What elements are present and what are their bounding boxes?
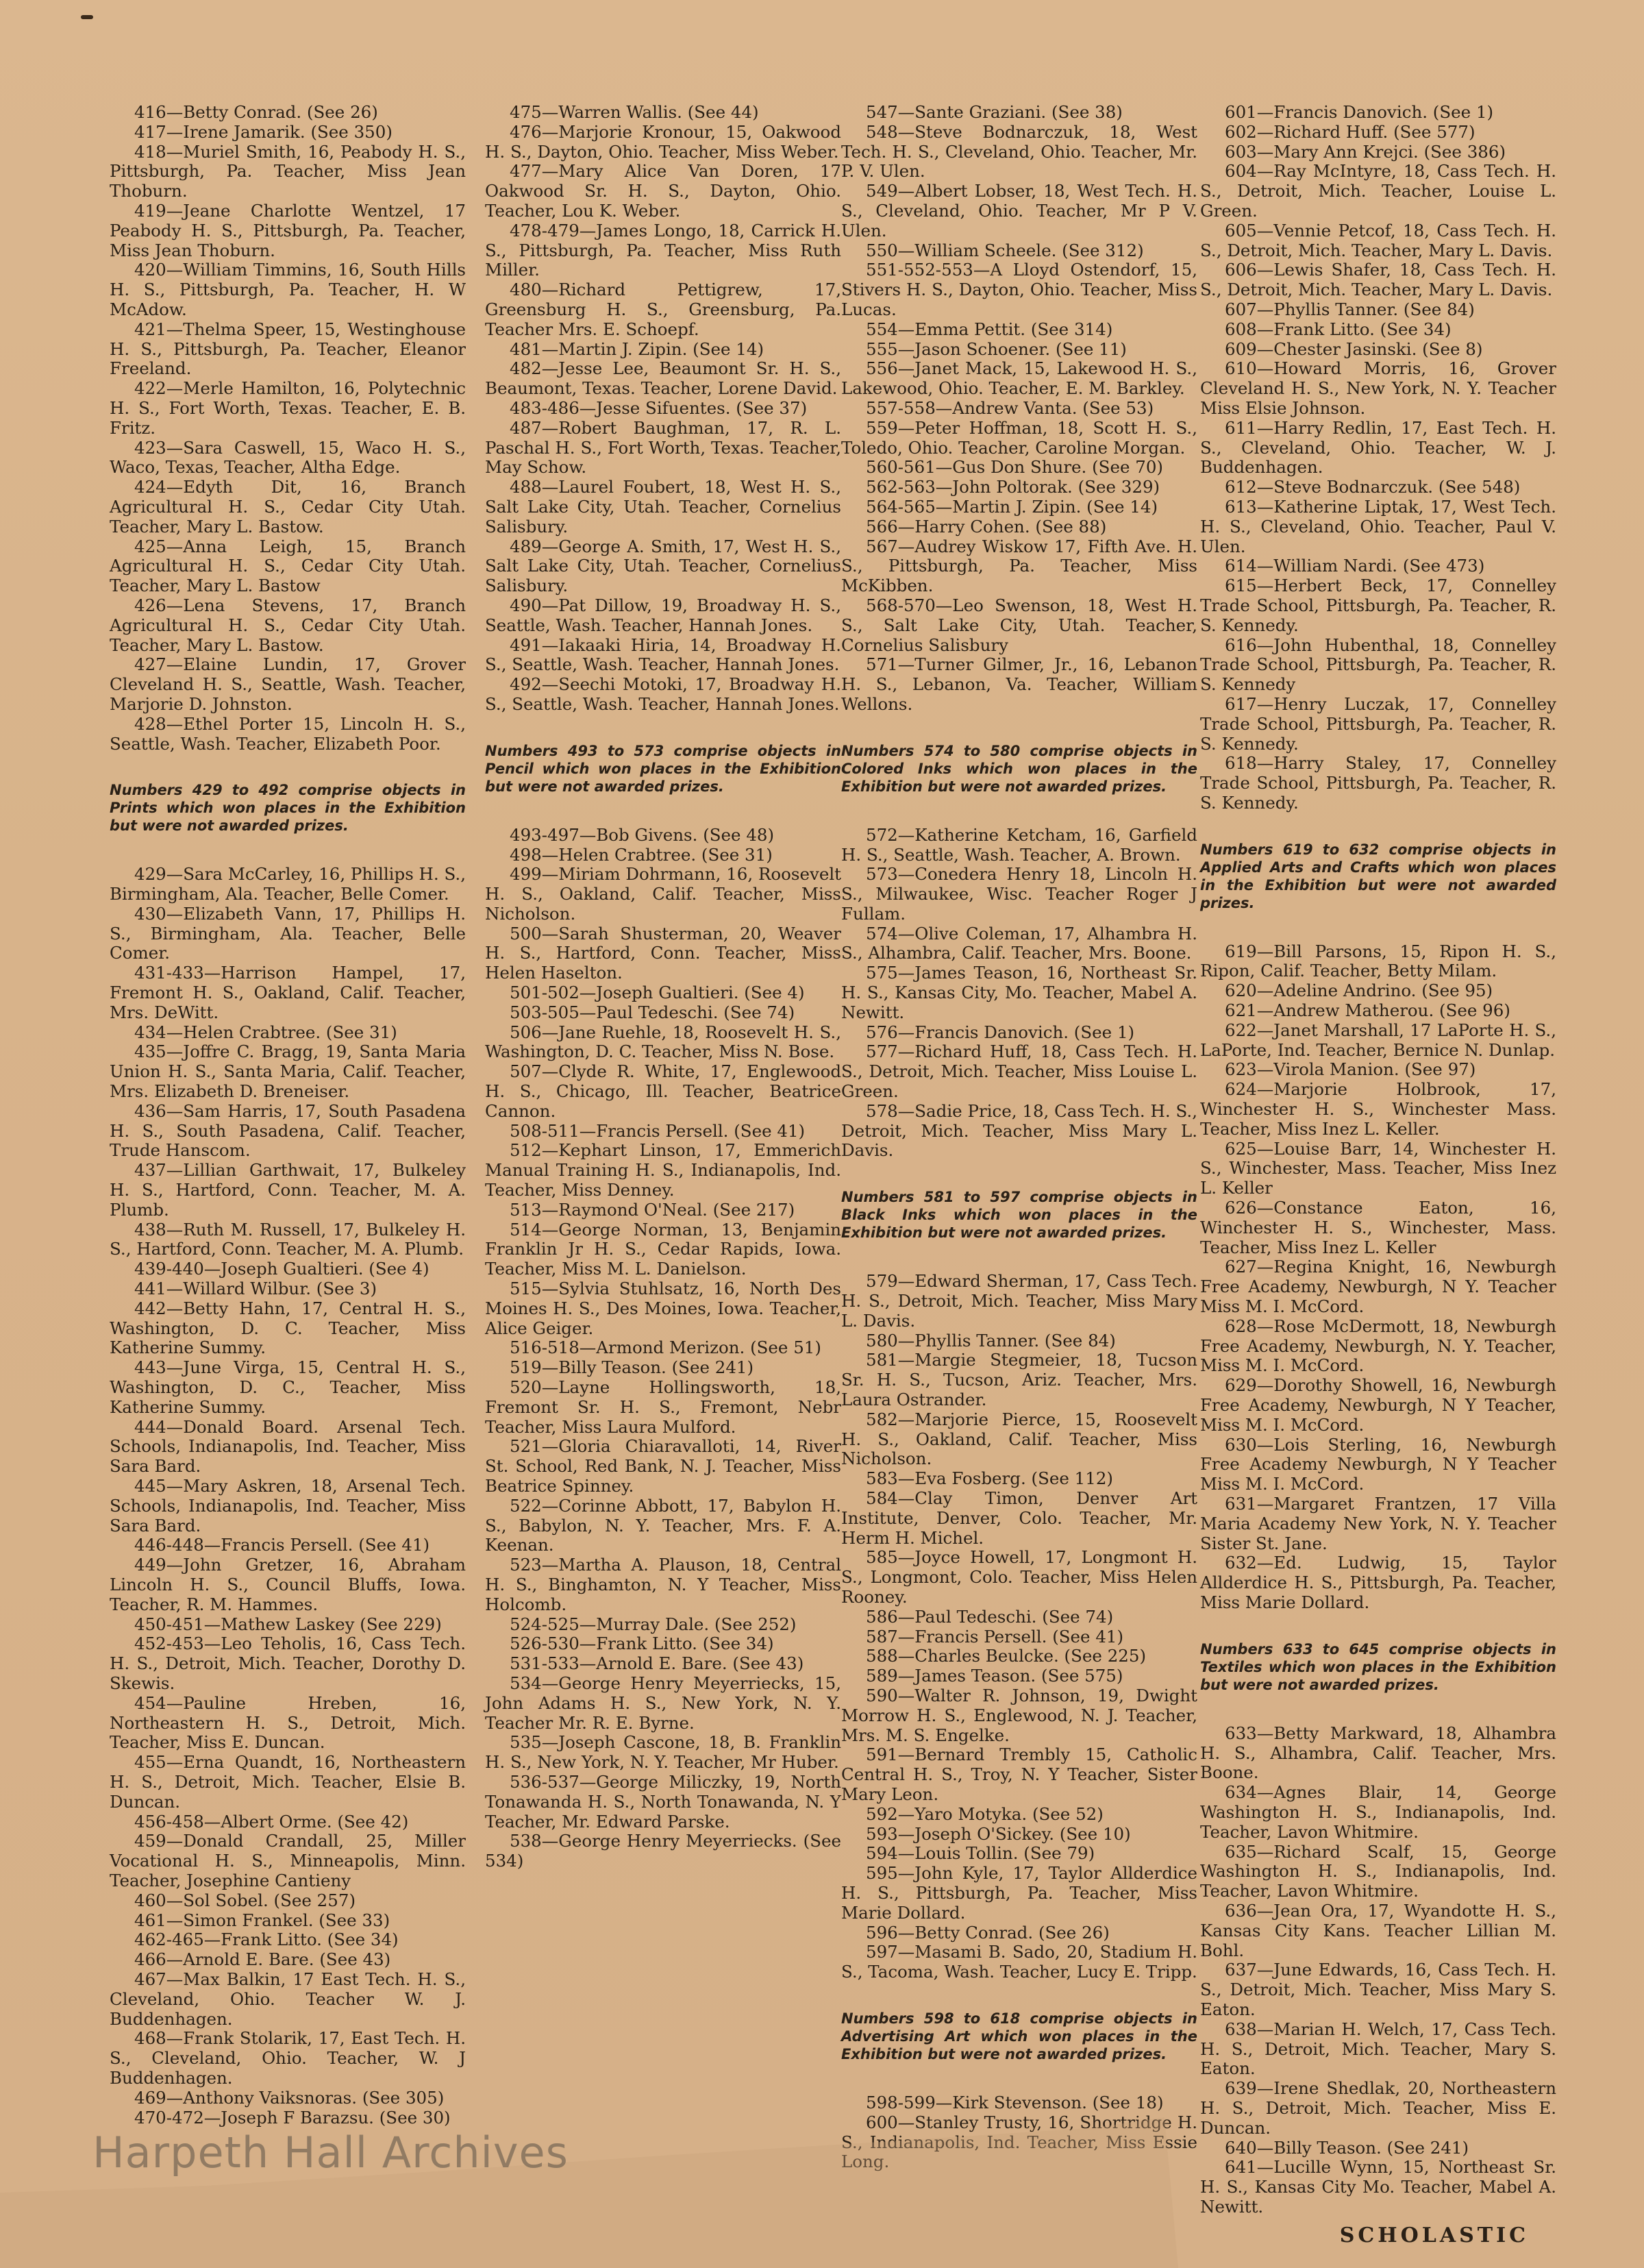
list-entry: 572—Katherine Ketcham, 16, Garfield H. S., Seattle, Wash. Teacher, A. Brown.	[841, 824, 1197, 865]
list-entry: 579—Edward Sherman, 17, Cass Tech. H. S., Detroit, Mich. Teacher, Miss Mary L. Davis.	[841, 1271, 1197, 1331]
list-entry: 554—Emma Pettit. (See 314)	[866, 319, 1113, 339]
list-entry: 477—Mary Alice Van Doren, 17 Oakwood Sr. H. S., Dayton, Ohio. Teacher, Lou K. Weber.	[485, 161, 841, 221]
list-entry: 547—Sante Graziani. (See 38)	[866, 102, 1123, 122]
section-note: Numbers 429 to 492 comprise objects in Prints which won places in the Exhibition but were not awarded prizes.	[110, 782, 466, 835]
list-entry: 616—John Hubenthal, 18, Connelley Trade School, Pittsburgh, Pa. Teacher, R. S. Kennedy	[1200, 634, 1556, 695]
list-entry: 446-448—Francis Persell. (See 41)	[134, 1535, 430, 1555]
list-entry: 626—Constance Eaton, 16, Winchester H. S., Winchester, Mass. Teacher, Miss Inez L. Keller	[1200, 1198, 1556, 1257]
list-entry: 437—Lillian Garthwait, 17, Bulkeley H. S., Hartford, Conn. Teacher, M. A. Plumb.	[110, 1160, 466, 1220]
list-entry: 639—Irene Shedlak, 20, Northeastern H. S., Detroit, Mich. Teacher, Miss E. Duncan.	[1200, 2078, 1556, 2138]
list-entry: 596—Betty Conrad. (See 26)	[866, 1922, 1110, 1943]
list-entry: 598-599—Kirk Stevenson. (See 18)	[866, 2092, 1164, 2112]
section-note: Numbers 619 to 632 comprise objects in Applied Arts and Crafts which won places in the Exhibition but were not awarded prizes.	[1200, 841, 1556, 911]
list-entry: 429—Sara McCarley, 16, Phillips H. S., Birmingham, Ala. Teacher, Belle Comer.	[110, 864, 466, 904]
list-entry: 619—Bill Parsons, 15, Ripon H. S., Ripon, Calif. Teacher, Betty Milam.	[1200, 941, 1556, 981]
ink-mark	[81, 15, 93, 19]
list-entry: 430—Elizabeth Vann, 17, Phillips H. S., Birmingham, Ala. Teacher, Belle Comer.	[110, 903, 466, 963]
list-entry: 519—Billy Teason. (See 241)	[510, 1357, 754, 1378]
list-entry: 521—Gloria Chiaravalloti, 14, River St. School, Red Bank, N. J. Teacher, Miss Beatrice Spinney.	[485, 1436, 841, 1496]
list-entry: 461—Simon Frankel. (See 33)	[134, 1910, 390, 1930]
list-entry: 605—Vennie Petcof, 18, Cass Tech. H. S., Detroit, Mich. Teacher, Mary L. Davis.	[1200, 220, 1556, 260]
list-entry: 621—Andrew Matherou. (See 96)	[1225, 1000, 1510, 1021]
list-entry: 576—Francis Danovich. (See 1)	[866, 1022, 1135, 1042]
list-entry: 597—Masami B. Sado, 20, Stadium H. S., Tacoma, Wash. Teacher, Lucy E. Tripp.	[841, 1942, 1197, 1982]
list-entry: 612—Steve Bodnarczuk. (See 548)	[1225, 477, 1521, 497]
list-entry: 514—George Norman, 13, Benjamin Franklin Jr H. S., Cedar Rapids, Iowa. Teacher, Miss M. L. Danielson.	[485, 1219, 841, 1279]
list-entry: 591—Bernard Trembly 15, Catholic Central H. S., Troy, N. Y Teacher, Sister Mary Leon.	[841, 1745, 1197, 1804]
list-entry: 423—Sara Caswell, 15, Waco H. S., Waco, Texas, Teacher, Altha Edge.	[110, 437, 466, 478]
list-entry: 520—Layne Hollingsworth, 18, Fremont Sr. H. S., Fremont, Nebr Teacher, Miss Laura Mulford.	[485, 1377, 841, 1437]
section-note: Numbers 493 to 573 comprise objects in Pencil which won places in the Exhibition but were not awarded prizes.	[485, 742, 841, 795]
list-entry: 513—Raymond O'Neal. (See 217)	[510, 1199, 795, 1220]
list-entry: 444—Donald Board. Arsenal Tech. Schools, Indianapolis, Ind. Teacher, Miss Sara Bard.	[110, 1416, 466, 1477]
list-entry: 488—Laurel Foubert, 18, West H. S., Salt Lake City, Utah. Teacher, Cornelius Salisbury.	[485, 477, 841, 537]
list-entry: 566—Harry Cohen. (See 88)	[866, 516, 1107, 537]
list-entry: 456-458—Albert Orme. (See 42)	[134, 1811, 409, 1832]
list-entry: 618—Harry Staley, 17, Connelley Trade School, Pittsburgh, Pa. Teacher, R. S. Kennedy.	[1200, 753, 1556, 813]
section-note: Numbers 633 to 645 comprise objects in Textiles which won places in the Exhibition but were not awarded prizes.	[1200, 1640, 1556, 1693]
list-entry: 428—Ethel Porter 15, Lincoln H. S., Seattle, Wash. Teacher, Elizabeth Poor.	[110, 713, 466, 754]
list-entry: 523—Martha A. Plauson, 18, Central H. S., Binghamton, N. Y Teacher, Miss Holcomb.	[485, 1555, 841, 1614]
list-entry: 559—Peter Hoffman, 18, Scott H. S., Toledo, Ohio. Teacher, Caroline Morgan.	[841, 417, 1197, 458]
list-entry: 622—Janet Marshall, 17 LaPorte H. S., LaPorte, Ind. Teacher, Bernice N. Dunlap.	[1200, 1020, 1556, 1060]
list-entry: 548—Steve Bodnarczuk, 18, West Tech. H. S., Cleveland, Ohio. Teacher, Mr. P. V. Ulen.	[841, 121, 1197, 182]
list-entry: 512—Kephart Linson, 17, Emmerich Manual Training H. S., Indianapolis, Ind. Teacher, Miss Denney.	[485, 1140, 841, 1200]
list-entry: 630—Lois Sterling, 16, Newburgh Free Academy Newburgh, N Y Teacher Miss M. I. McCord.	[1200, 1434, 1556, 1494]
list-entry: 568-570—Leo Swenson, 18, West H. S., Salt Lake City, Utah. Teacher, Cornelius Salisbury	[841, 595, 1197, 655]
list-entry: 418—Muriel Smith, 16, Peabody H. S., Pittsburgh, Pa. Teacher, Miss Jean Thoburn.	[110, 141, 466, 201]
list-entry: 573—Conedera Henry 18, Lincoln H. S., Milwaukee, Wisc. Teacher Roger J Fullam.	[841, 864, 1197, 924]
list-entry: 489—George A. Smith, 17, West H. S., Salt Lake City, Utah. Teacher, Cornelius Salisbury.	[485, 536, 841, 596]
list-entry: 600—Stanley Trusty, 16, Shortridge H. S., Indianapolis, Ind. Teacher, Miss Essie Long.	[841, 2112, 1197, 2172]
list-entry: 549—Albert Lobser, 18, West Tech. H. S., Cleveland, Ohio. Teacher, Mr P V. Ulen.	[841, 181, 1197, 241]
list-entry: 492—Seechi Motoki, 17, Broadway H. S., Seattle, Wash. Teacher, Hannah Jones.	[485, 674, 841, 714]
list-entry: 637—June Edwards, 16, Cass Tech. H. S., Detroit, Mich. Teacher, Miss Mary S. Eaton.	[1200, 1960, 1556, 2019]
list-entry: 588—Charles Beulcke. (See 225)	[866, 1646, 1147, 1666]
list-entry: 455—Erna Quandt, 16, Northeastern H. S., Detroit, Mich. Teacher, Elsie B. Duncan.	[110, 1752, 466, 1812]
list-entry: 640—Billy Teason. (See 241)	[1225, 2137, 1469, 2158]
list-entry: 590—Walter R. Johnson, 19, Dwight Morrow H. S., Englewood, N. J. Teacher, Mrs. M. S. Engelke.	[841, 1685, 1197, 1745]
list-entry: 634—Agnes Blair, 14, George Washington H. S., Indianapolis, Ind. Teacher, Lavon Whitmire.	[1200, 1782, 1556, 1842]
list-entry: 636—Jean Ora, 17, Wyandotte H. S., Kansas City Kans. Teacher Lillian M. Bohl.	[1200, 1900, 1556, 1960]
list-entry: 575—James Teason, 16, Northeast Sr. H. S., Kansas City, Mo. Teacher, Mabel A. Newitt.	[841, 963, 1197, 1022]
list-entry: 617—Henry Luczak, 17, Connelley Trade School, Pittsburgh, Pa. Teacher, R. S. Kennedy.	[1200, 693, 1556, 754]
list-entry: 466—Arnold E. Bare. (See 43)	[134, 1949, 391, 1970]
section-note: Numbers 598 to 618 comprise objects in Advertising Art which won places in the Exhibition but were not awarded prizes.	[841, 2010, 1197, 2062]
list-entry: 550—William Scheele. (See 312)	[866, 240, 1144, 260]
list-entry: 555—Jason Schoener. (See 11)	[866, 338, 1127, 359]
list-entry: 483-486—Jesse Sifuentes. (See 37)	[510, 397, 808, 418]
list-entry: 445—Mary Askren, 18, Arsenal Tech. Schools, Indianapolis, Ind. Teacher, Miss Sara Bard.	[110, 1476, 466, 1536]
list-entry: 606—Lewis Shafer, 18, Cass Tech. H. S., Detroit, Mich. Teacher, Mary L. Davis.	[1200, 260, 1556, 300]
list-entry: 503-505—Paul Tedeschi. (See 74)	[510, 1002, 795, 1022]
list-entry: 516-518—Armond Merizon. (See 51)	[510, 1338, 821, 1358]
list-entry: 560-561—Gus Don Shure. (See 70)	[866, 457, 1163, 478]
list-entry: 631—Margaret Frantzen, 17 Villa Maria Academy New York, N. Y. Teacher Sister St. Jane.	[1200, 1494, 1556, 1553]
list-entry: 604—Ray McIntyre, 18, Cass Tech. H. S., Detroit, Mich. Teacher, Louise L. Green.	[1200, 161, 1556, 221]
list-entry: 417—Irene Jamarik. (See 350)	[134, 121, 393, 142]
list-entry: 638—Marian H. Welch, 17, Cass Tech. H. S., Detroit, Mich. Teacher, Mary S. Eaton.	[1200, 2019, 1556, 2079]
list-entry: 589—James Teason. (See 575)	[866, 1666, 1123, 1686]
list-entry: 431-433—Harrison Hampel, 17, Fremont H. S., Oakland, Calif. Teacher, Mrs. DeWitt.	[110, 963, 466, 1022]
list-entry: 567—Audrey Wiskow 17, Fifth Ave. H. S., Pittsburgh, Pa. Teacher, Miss McKibben.	[841, 536, 1197, 596]
list-entry: 607—Phyllis Tanner. (See 84)	[1225, 299, 1475, 319]
list-entry: 438—Ruth M. Russell, 17, Bulkeley H. S., Hartford, Conn. Teacher, M. A. Plumb.	[110, 1219, 466, 1259]
list-entry: 467—Max Balkin, 17 East Tech. H. S., Cleveland, Ohio. Teacher W. J. Buddenhagen.	[110, 1969, 466, 2029]
list-entry: 577—Richard Huff, 18, Cass Tech. H. S., Detroit, Mich. Teacher, Miss Louise L. Green.	[841, 1041, 1197, 1102]
list-entry: 592—Yaro Motyka. (See 52)	[866, 1803, 1104, 1824]
list-entry: 625—Louise Barr, 14, Winchester H. S., Winchester, Mass. Teacher, Miss Inez L. Keller	[1200, 1138, 1556, 1198]
list-entry: 499—Miriam Dohrmann, 16, Roosevelt H. S., Oakland, Calif. Teacher, Miss Nicholson.	[485, 864, 842, 924]
section-note: Numbers 581 to 597 comprise objects in Black Inks which won places in the Exhibition but were not awarded prizes.	[841, 1189, 1197, 1242]
list-entry: 439-440—Joseph Gualtieri. (See 4)	[134, 1259, 429, 1279]
list-entry: 426—Lena Stevens, 17, Branch Agricultural H. S., Cedar City Utah. Teacher, Mary L. Bastow.	[110, 595, 466, 655]
list-entry: 500—Sarah Shusterman, 20, Weaver H. S., Hartford, Conn. Teacher, Miss Helen Haselton.	[485, 923, 841, 983]
column-3	[841, 103, 1197, 2172]
list-entry: 441—Willard Wilbur. (See 3)	[134, 1279, 377, 1299]
list-entry: 442—Betty Hahn, 17, Central H. S., Washington, D. C. Teacher, Miss Katherine Summy.	[110, 1298, 466, 1358]
list-entry: 469—Anthony Vaiksnoras. (See 305)	[134, 2087, 445, 2108]
list-entry: 557-558—Andrew Vanta. (See 53)	[866, 397, 1154, 418]
list-entry: 491—Iakaaki Hiria, 14, Broadway H. S., Seattle, Wash. Teacher, Hannah Jones.	[485, 634, 841, 675]
list-entry: 508-511—Francis Persell. (See 41)	[510, 1120, 806, 1141]
list-entry: 419—Jeane Charlotte Wentzel, 17 Peabody H. S., Pittsburgh, Pa. Teacher, Miss Jean Thoburn.	[110, 200, 466, 260]
list-entry: 562-563—John Poltorak. (See 329)	[866, 477, 1160, 497]
list-entry: 632—Ed. Ludwig, 15, Taylor Allderdice H. S., Pittsburgh, Pa. Teacher, Miss Marie Dollard.	[1200, 1553, 1556, 1612]
section-note: Numbers 574 to 580 comprise objects in Colored Inks which won places in the Exhibition but were not awarded prizes.	[841, 742, 1197, 795]
list-entry: 595—John Kyle, 17, Taylor Allderdice H. S., Pittsburgh, Pa. Teacher, Miss Marie Dollard.	[841, 1863, 1197, 1923]
list-entry: 454—Pauline Hreben, 16, Northeastern H. S., Detroit, Mich. Teacher, Miss E. Duncan.	[110, 1692, 466, 1753]
list-entry: 601—Francis Danovich. (See 1)	[1225, 102, 1494, 122]
list-entry: 586—Paul Tedeschi. (See 74)	[866, 1606, 1114, 1627]
list-entry: 633—Betty Markward, 18, Alhambra H. S., Alhambra, Calif. Teacher, Mrs. Boone.	[1200, 1723, 1556, 1783]
list-entry: 416—Betty Conrad. (See 26)	[134, 102, 378, 122]
list-entry: 582—Marjorie Pierce, 15, Roosevelt H. S., Oakland, Calif. Teacher, Miss Nicholson.	[841, 1409, 1197, 1469]
list-entry: 462-465—Frank Litto. (See 34)	[134, 1930, 399, 1950]
list-entry: 584—Clay Timon, Denver Art Institute, Denver, Colo. Teacher, Mr. Herm H. Michel.	[841, 1488, 1197, 1548]
list-entry: 534—George Henry Meyerriecks, 15, John Adams H. S., New York, N. Y. Teacher Mr. R. E. Byrne.	[485, 1673, 841, 1733]
list-entry: 443—June Virga, 15, Central H. S., Washington, D. C., Teacher, Miss Katherine Summy.	[110, 1357, 466, 1417]
list-entry: 623—Virola Manion. (See 97)	[1225, 1059, 1476, 1080]
list-entry: 627—Regina Knight, 16, Newburgh Free Academy, Newburgh, N Y. Teacher Miss M. I. McCord.	[1200, 1257, 1556, 1317]
list-entry: 422—Merle Hamilton, 16, Polytechnic H. S., Fort Worth, Texas. Teacher, E. B. Fritz.	[110, 378, 466, 438]
list-entry: 585—Joyce Howell, 17, Longmont H. S., Longmont, Colo. Teacher, Miss Helen Rooney.	[841, 1547, 1197, 1607]
list-entry: 641—Lucille Wynn, 15, Northeast Sr. H. S., Kansas City Mo. Teacher, Mabel A. Newitt.	[1200, 2157, 1556, 2217]
list-entry: 482—Jesse Lee, Beaumont Sr. H. S., Beaumont, Texas. Teacher, Lorene David.	[485, 358, 841, 399]
list-entry: 450-451—Mathew Laskey (See 229)	[134, 1614, 442, 1634]
list-entry: 487—Robert Baughman, 17, R. L. Paschal H. S., Fort Worth, Texas. Teacher, May Schow.	[485, 417, 841, 478]
list-entry: 421—Thelma Speer, 15, Westinghouse H. S., Pittsburgh, Pa. Teacher, Eleanor Freeland.	[110, 319, 466, 379]
list-entry: 481—Martin J. Zipin. (See 14)	[510, 338, 764, 359]
list-entry: 609—Chester Jasinski. (See 8)	[1225, 338, 1483, 359]
list-entry: 611—Harry Redlin, 17, East Tech. H. S., Cleveland, Ohio. Teacher, W. J. Buddenhagen.	[1200, 417, 1556, 478]
list-entry: 628—Rose McDermott, 18, Newburgh Free Academy, Newburgh, N. Y. Teacher, Miss M. I. McCord.	[1200, 1316, 1556, 1376]
list-entry: 594—Louis Tollin. (See 79)	[866, 1843, 1095, 1864]
list-entry: 551-552-553—A Lloyd Ostendorf, 15, Stivers H. S., Dayton, Ohio. Teacher, Miss Lucas.	[841, 260, 1197, 319]
list-entry: 507—Clyde R. White, 17, Englewood H. S., Chicago, Ill. Teacher, Beatrice Cannon.	[485, 1061, 841, 1121]
list-entry: 580—Phyllis Tanner. (See 84)	[866, 1330, 1116, 1351]
list-entry: 574—Olive Coleman, 17, Alhambra H. S., Alhambra, Calif. Teacher, Mrs. Boone.	[841, 923, 1197, 963]
list-entry: 629—Dorothy Showell, 16, Newburgh Free Academy, Newburgh, N Y Teacher, Miss M. I. McCord.	[1200, 1375, 1556, 1435]
list-entry: 435—Joffre C. Bragg, 19, Santa Maria Union H. S., Santa Maria, Calif. Teacher, Mrs. Elizabeth D. Breneiser.	[110, 1041, 466, 1102]
list-entry: 490—Pat Dillow, 19, Broadway H. S., Seattle, Wash. Teacher, Hannah Jones.	[485, 595, 841, 635]
list-entry: 524-525—Murray Dale. (See 252)	[510, 1614, 797, 1634]
list-entry: 452-453—Leo Teholis, 16, Cass Tech. H. S., Detroit, Mich. Teacher, Dorothy D. Skewis.	[110, 1634, 466, 1693]
column-1	[110, 103, 466, 2128]
list-entry: 556—Janet Mack, 15, Lakewood H. S., Lakewood, Ohio. Teacher, E. M. Barkley.	[841, 358, 1197, 399]
list-entry: 501-502—Joseph Gualtieri. (See 4)	[510, 983, 805, 1003]
list-entry: 587—Francis Persell. (See 41)	[866, 1626, 1124, 1647]
list-entry: 420—William Timmins, 16, South Hills H. S., Pittsburgh, Pa. Teacher, H. W McAdow.	[110, 260, 466, 319]
list-entry: 425—Anna Leigh, 15, Branch Agricultural H. S., Cedar City Utah. Teacher, Mary L. Bastow	[110, 536, 466, 596]
list-entry: 459—Donald Crandall, 25, Miller Vocational H. S., Minneapolis, Minn. Teacher, Josephine Cantieny	[110, 1831, 466, 1890]
list-entry: 470-472—Joseph F Barazsu. (See 30)	[134, 2107, 451, 2128]
list-entry: 581—Margie Stegmeier, 18, Tucson Sr. H. S., Tucson, Ariz. Teacher, Mrs. Laura Ostrander.	[841, 1350, 1197, 1410]
list-entry: 475—Warren Wallis. (See 44)	[510, 102, 759, 122]
column-2	[485, 103, 841, 1871]
list-entry: 608—Frank Litto. (See 34)	[1225, 319, 1452, 339]
list-entry: 493-497—Bob Givens. (See 48)	[510, 824, 775, 845]
list-entry: 602—Richard Huff. (See 577)	[1225, 121, 1475, 142]
list-entry: 468—Frank Stolarik, 17, East Tech. H. S., Cleveland, Ohio. Teacher, W. J Buddenhagen.	[110, 2028, 466, 2088]
list-entry: 593—Joseph O'Sickey. (See 10)	[866, 1823, 1131, 1844]
list-entry: 603—Mary Ann Krejci. (See 386)	[1225, 141, 1506, 162]
list-entry: 620—Adeline Andrino. (See 95)	[1225, 981, 1493, 1001]
magazine-footer: SCHOLASTIC	[1339, 2223, 1529, 2247]
list-entry: 480—Richard Pettigrew, 17, Greensburg H. S., Greensburg, Pa. Teacher Mrs. E. Schoepf.	[485, 280, 841, 339]
list-entry: 526-530—Frank Litto. (See 34)	[510, 1634, 774, 1654]
list-entry: 571—Turner Gilmer, Jr., 16, Lebanon H. S., Lebanon, Va. Teacher, William Wellons.	[841, 654, 1197, 714]
list-entry: 535—Joseph Cascone, 18, B. Franklin H. S., New York, N. Y. Teacher, Mr Huber.	[485, 1732, 841, 1773]
list-entry: 615—Herbert Beck, 17, Connelley Trade School, Pittsburgh, Pa. Teacher, R. S. Kennedy.	[1200, 576, 1556, 635]
list-entry: 427—Elaine Lundin, 17, Grover Cleveland H. S., Seattle, Wash. Teacher, Marjorie D. Johnston.	[110, 654, 466, 714]
list-entry: 610—Howard Morris, 16, Grover Cleveland H. S., New York, N. Y. Teacher Miss Elsie Johnson.	[1200, 358, 1556, 418]
list-entry: 476—Marjorie Kronour, 15, Oakwood H. S., Dayton, Ohio. Teacher, Miss Weber.	[485, 121, 841, 162]
list-entry: 522—Corinne Abbott, 17, Babylon H. S., Babylon, N. Y. Teacher, Mrs. F. A. Keenan.	[485, 1495, 841, 1555]
list-entry: 635—Richard Scalf, 15, George Washington H. S., Indianapolis, Ind. Teacher, Lavon Whitmire.	[1200, 1841, 1556, 1901]
list-entry: 538—George Henry Meyerriecks. (See 534)	[485, 1831, 841, 1871]
list-entry: 434—Helen Crabtree. (See 31)	[134, 1022, 397, 1042]
list-entry: 506—Jane Ruehle, 18, Roosevelt H. S., Washington, D. C. Teacher, Miss N. Bose.	[485, 1022, 841, 1062]
list-entry: 613—Katherine Liptak, 17, West Tech. H. S., Cleveland, Ohio. Teacher, Paul V. Ulen.	[1200, 496, 1556, 556]
list-entry: 498—Helen Crabtree. (See 31)	[510, 844, 773, 865]
list-entry: 436—Sam Harris, 17, South Pasadena H. S., South Pasadena, Calif. Teacher, Trude Hanscom.	[110, 1100, 466, 1161]
list-entry: 449—John Gretzer, 16, Abraham Lincoln H. S., Council Bluffs, Iowa. Teacher, R. M. Hammes.	[110, 1555, 466, 1614]
list-entry: 531-533—Arnold E. Bare. (See 43)	[510, 1653, 804, 1674]
column-4	[1200, 103, 1556, 2217]
list-entry: 515—Sylvia Stuhlsatz, 16, North Des Moines H. S., Des Moines, Iowa. Teacher, Alice Geiger.	[485, 1279, 841, 1338]
list-entry: 564-565—Martin J. Zipin. (See 14)	[866, 496, 1158, 517]
list-entry: 583—Eva Fosberg. (See 112)	[866, 1468, 1113, 1489]
list-entry: 578—Sadie Price, 18, Cass Tech. H. S., Detroit, Mich. Teacher, Miss Mary L. Davis.	[841, 1100, 1197, 1161]
list-entry: 424—Edyth Dit, 16, Branch Agricultural H. S., Cedar City Utah. Teacher, Mary L. Bastow.	[110, 477, 466, 537]
archive-watermark: Harpeth Hall Archives	[92, 2128, 569, 2178]
list-entry: 614—William Nardi. (See 473)	[1225, 556, 1485, 576]
list-entry: 460—Sol Sobel. (See 257)	[134, 1890, 356, 1910]
list-entry: 478-479—James Longo, 18, Carrick H. S., Pittsburgh, Pa. Teacher, Miss Ruth Miller.	[485, 220, 841, 280]
list-entry: 624—Marjorie Holbrook, 17, Winchester H. S., Winchester Mass. Teacher, Miss Inez L. Keller.	[1200, 1079, 1556, 1139]
list-entry: 536-537—George Miliczky, 19, North Tonawanda H. S., North Tonawanda, N. Y Teacher, Mr. Edward Parske.	[485, 1771, 841, 1832]
